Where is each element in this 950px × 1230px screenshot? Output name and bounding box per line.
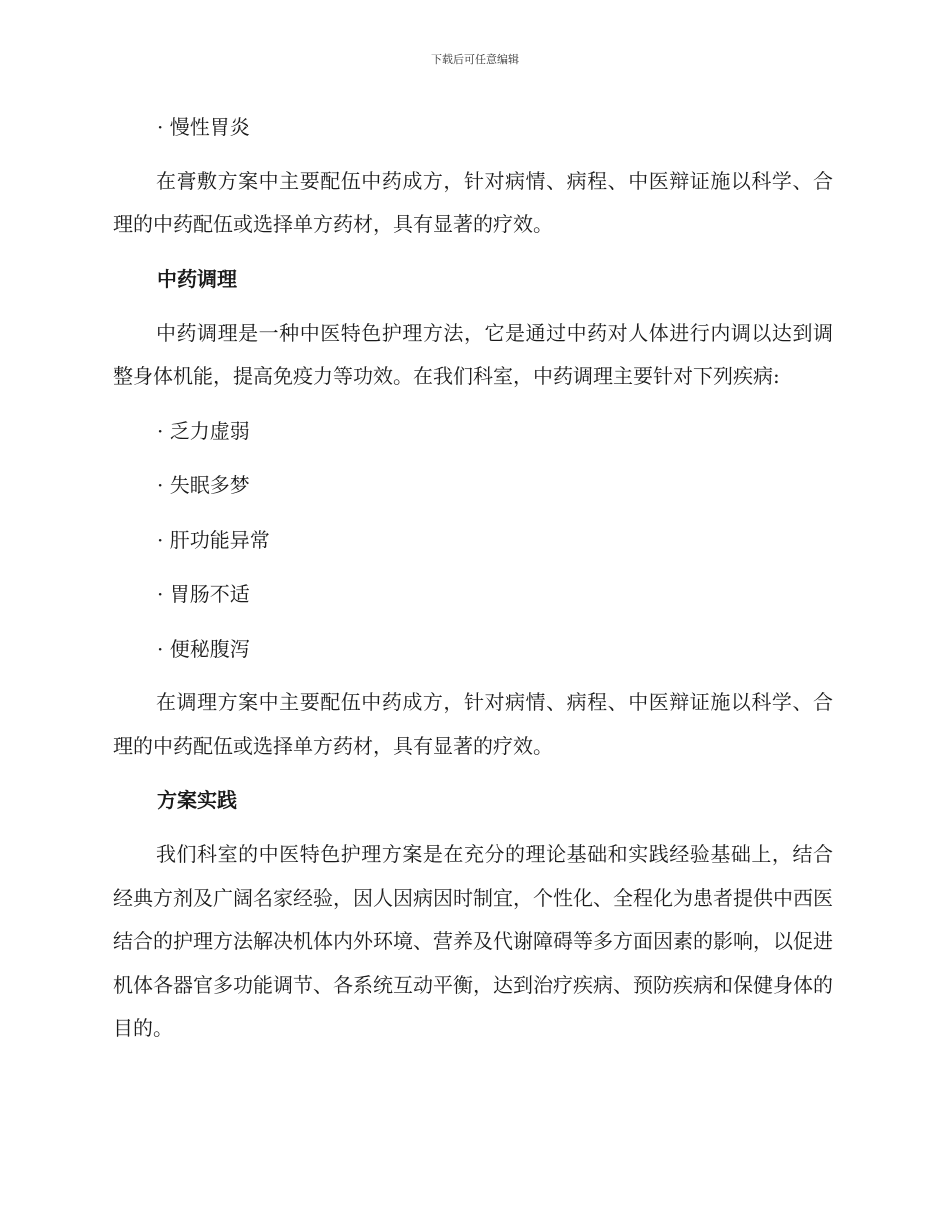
paragraph: 在膏敷方案中主要配伍中药成方，针对病情、病程、中医辩证施以科学、合理的中药配伍或选择单方药材，具有显著的疗效。 <box>113 168 833 236</box>
paragraph: 中药调理是一种中医特色护理方法，它是通过中药对人体进行内调以达到调整身体机能，提高免疫力等功效。在我们科室，中药调理主要针对下列疾病: <box>113 320 833 388</box>
list-item: · 乏力虚弱 <box>157 418 250 443</box>
section-heading: 中药调理 <box>157 266 237 291</box>
section-heading: 方案实践 <box>157 788 237 812</box>
paragraph: 我们科室的中医特色护理方案是在充分的理论基础和实践经验基础上，结合经典方剂及广阔名家经验，因人因病因时制宜，个性化、全程化为患者提供中西医结合的护理方法解决机体内外环境、营养及代谢障碍等多方面因素的影响，以促进机体各器官多功能调节、各系统互动平衡，达到治疗疾病、预防疾病和保健身体的目的。 <box>113 842 833 1040</box>
list-item: · 胃肠不适 <box>157 582 250 606</box>
list-item: · 肝功能异常 <box>157 527 270 552</box>
page-header-note: 下载后可任意编辑 <box>431 53 519 66</box>
list-item: · 慢性胃炎 <box>157 115 250 139</box>
paragraph: 在调理方案中主要配伍中药成方，针对病情、病程、中医辩证施以科学、合理的中药配伍或选择单方药材，具有显著的疗效。 <box>113 690 833 758</box>
list-item: · 失眠多梦 <box>157 473 250 497</box>
document-body <box>113 105 833 1061</box>
list-item: · 便秘腹泻 <box>157 636 250 661</box>
